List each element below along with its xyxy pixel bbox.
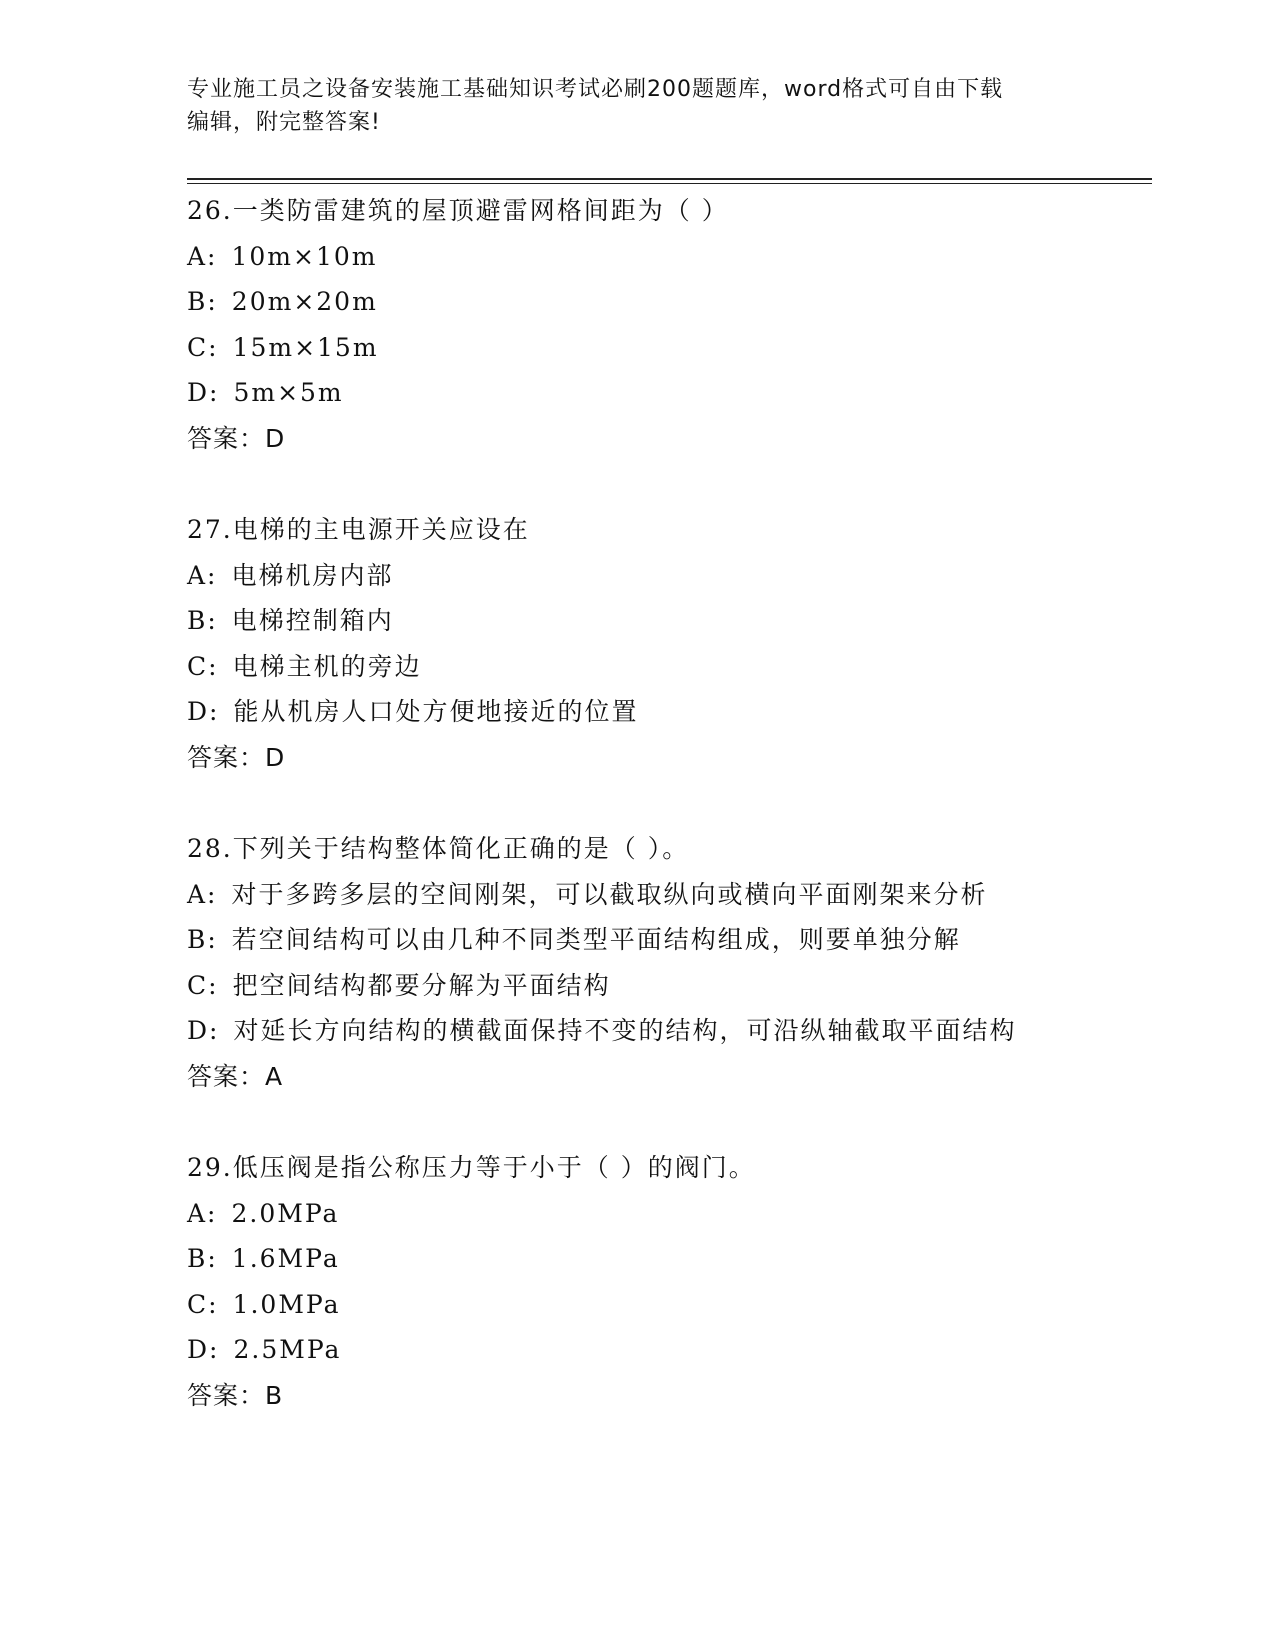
option-d [187,1008,1187,1054]
question-stem: 26.一类防雷建筑的屋顶避雷网格间距为（ ） [187,196,729,225]
option-a [187,234,1187,280]
option-c [187,644,1187,690]
option-label: C: [187,651,219,681]
option-label: A: [187,241,218,271]
option-text: 5m×5m [233,378,344,408]
option-text: 1.0MPa [232,1289,341,1319]
option-label: D: [187,1335,220,1365]
option-text: 15m×15m [232,332,379,362]
option-text: 若空间结构可以由几种不同类型平面结构组成，则要单独分解 [231,925,961,955]
option-label: D: [187,1016,220,1046]
answer-line: 答案：D [187,742,286,772]
question-stem: 27.电梯的主电源开关应设在 [187,515,530,544]
option-text: 能从机房人口处方便地接近的位置 [233,697,639,727]
option-label: C: [187,332,219,362]
option-b [187,279,1187,325]
option-text: 电梯主机的旁边 [232,651,422,681]
option-text: 20m×20m [231,287,378,317]
option-label: C: [187,970,219,1000]
option-c [187,325,1187,371]
option-label: B: [187,287,218,317]
document-header [187,73,1087,139]
option-text: 1.6MPa [231,1244,340,1274]
option-text: 电梯机房内部 [231,560,394,590]
option-b [187,917,1187,963]
option-a [187,553,1187,599]
option-text: 2.0MPa [231,1198,340,1228]
option-a [187,1191,1187,1237]
option-label: A: [187,560,218,590]
option-b [187,1236,1187,1282]
header-line-1: 专业施工员之设备安装施工基础知识考试必刷200题题库，word格式可自由下载 [187,77,1004,102]
option-c [187,1282,1187,1328]
option-label: A: [187,879,218,909]
option-label: B: [187,1244,218,1274]
option-d [187,1327,1187,1373]
answer-line: 答案：B [187,1380,284,1410]
option-text: 电梯控制箱内 [231,606,394,636]
option-a [187,872,1187,918]
option-label: B: [187,925,218,955]
option-text: 对延长方向结构的横截面保持不变的结构，可沿纵轴截取平面结构 [233,1016,1017,1046]
header-divider-thin [187,183,1152,184]
option-label: D: [187,697,220,727]
option-d [187,370,1187,416]
option-text: 10m×10m [231,241,378,271]
option-b [187,598,1187,644]
question-block [187,826,1187,1100]
option-text: 对于多跨多层的空间刚架，可以截取纵向或横向平面刚架来分析 [231,879,988,909]
question-block [187,507,1187,781]
option-d [187,689,1187,735]
question-block [187,188,1187,462]
question-stem: 29.低压阀是指公称压力等于小于（ ）的阀门。 [187,1153,756,1182]
option-c [187,963,1187,1009]
option-text: 把空间结构都要分解为平面结构 [232,970,611,1000]
option-label: B: [187,606,218,636]
option-text: 2.5MPa [233,1335,342,1365]
header-line-2: 编辑，附完整答案! [187,110,381,135]
question-block [187,1145,1187,1419]
question-stem: 28.下列关于结构整体简化正确的是（ ）。 [187,834,690,863]
answer-line: 答案：A [187,1061,284,1091]
answer-line: 答案：D [187,423,286,453]
option-label: C: [187,1289,219,1319]
header-divider-thick [187,178,1152,180]
option-label: A: [187,1198,218,1228]
option-label: D: [187,378,220,408]
